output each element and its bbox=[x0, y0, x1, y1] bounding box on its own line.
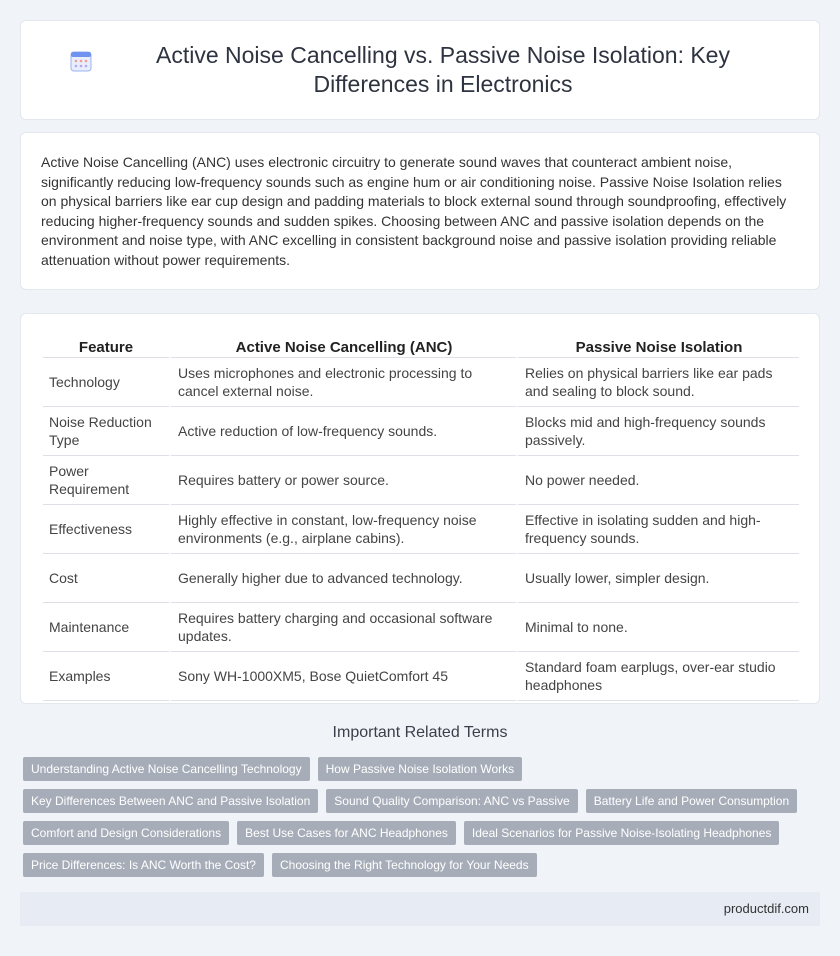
comparison-card bbox=[20, 313, 820, 704]
table-row bbox=[43, 652, 799, 701]
feature-cell: Noise Reduction Type bbox=[43, 407, 169, 456]
title-card bbox=[20, 20, 820, 120]
footer-site-link[interactable]: productdif.com bbox=[723, 901, 809, 916]
feature-cell: Power Requirement bbox=[43, 456, 169, 505]
anc-cell: Sony WH-1000XM5, Bose QuietComfort 45 bbox=[169, 652, 516, 701]
tag-row bbox=[23, 821, 823, 845]
related-term-tag[interactable]: Key Differences Between ANC and Passive Isolation bbox=[23, 789, 318, 813]
passive-cell: Relies on physical barriers like ear pads and sealing to block sound. bbox=[516, 358, 799, 407]
title-wrap bbox=[70, 41, 770, 99]
feature-cell: Effectiveness bbox=[43, 505, 169, 554]
related-term-tag[interactable]: How Passive Noise Isolation Works bbox=[318, 757, 523, 781]
column-header: Active Noise Cancelling (ANC) bbox=[169, 334, 516, 358]
tag-row bbox=[23, 757, 823, 781]
anc-cell: Requires battery or power source. bbox=[169, 456, 516, 505]
related-term-tag[interactable]: Battery Life and Power Consumption bbox=[586, 789, 797, 813]
related-term-tag[interactable]: Understanding Active Noise Cancelling Technology bbox=[23, 757, 310, 781]
comparison-table bbox=[43, 334, 799, 701]
column-header: Passive Noise Isolation bbox=[516, 334, 799, 358]
footer bbox=[20, 892, 820, 926]
table-row bbox=[43, 603, 799, 652]
tag-row bbox=[23, 789, 823, 813]
related-term-tag[interactable]: Sound Quality Comparison: ANC vs Passive bbox=[326, 789, 577, 813]
tag-row bbox=[23, 853, 823, 877]
anc-cell: Highly effective in constant, low-frequency noise environments (e.g., airplane cabins). bbox=[169, 505, 516, 554]
feature-cell: Technology bbox=[43, 358, 169, 407]
passive-cell: Effective in isolating sudden and high-frequency sounds. bbox=[516, 505, 799, 554]
related-term-tag[interactable]: Best Use Cases for ANC Headphones bbox=[237, 821, 456, 845]
feature-cell: Cost bbox=[43, 554, 169, 603]
related-term-tag[interactable]: Choosing the Right Technology for Your Needs bbox=[272, 853, 537, 877]
table-row bbox=[43, 407, 799, 456]
related-term-tag[interactable]: Ideal Scenarios for Passive Noise-Isolating Headphones bbox=[464, 821, 780, 845]
passive-cell: Standard foam earplugs, over-ear studio headphones bbox=[516, 652, 799, 701]
related-terms-list bbox=[23, 757, 823, 885]
feature-cell: Maintenance bbox=[43, 603, 169, 652]
anc-cell: Active reduction of low-frequency sounds. bbox=[169, 407, 516, 456]
table-header-row bbox=[43, 334, 799, 358]
calendar-icon bbox=[70, 50, 92, 72]
passive-cell: Minimal to none. bbox=[516, 603, 799, 652]
anc-cell: Uses microphones and electronic processing to cancel external noise. bbox=[169, 358, 516, 407]
feature-cell: Examples bbox=[43, 652, 169, 701]
anc-cell: Requires battery charging and occasional software updates. bbox=[169, 603, 516, 652]
anc-cell: Generally higher due to advanced technology. bbox=[169, 554, 516, 603]
table-row bbox=[43, 554, 799, 603]
passive-cell: No power needed. bbox=[516, 456, 799, 505]
related-terms-heading: Important Related Terms bbox=[332, 724, 508, 741]
related-term-tag[interactable]: Price Differences: Is ANC Worth the Cost? bbox=[23, 853, 264, 877]
table-row bbox=[43, 358, 799, 407]
table-row bbox=[43, 505, 799, 554]
intro-card bbox=[20, 132, 820, 290]
intro-paragraph: Active Noise Cancelling (ANC) uses electronic circuitry to generate sound waves that counteract ambient noise, significantly reducing low-frequency sounds such as engine hum or air conditioning noise. Passive Noise Isolation relies on physical barriers like ear cup design and padding materials to block external sound through soundproofing, effectively reducing higher-frequency sounds and sudden spikes. Choosing between ANC and passive isolation depends on the environment and noise type, with ANC excelling in consistent background noise and passive isolation providing reliable attenuation without power requirements. bbox=[41, 154, 787, 268]
column-header: Feature bbox=[43, 334, 169, 358]
page-title: Active Noise Cancelling vs. Passive Noise Isolation: Key Differences in Electronics bbox=[156, 42, 730, 97]
passive-cell: Usually lower, simpler design. bbox=[516, 554, 799, 603]
passive-cell: Blocks mid and high-frequency sounds passively. bbox=[516, 407, 799, 456]
table-row bbox=[43, 456, 799, 505]
related-term-tag[interactable]: Comfort and Design Considerations bbox=[23, 821, 229, 845]
